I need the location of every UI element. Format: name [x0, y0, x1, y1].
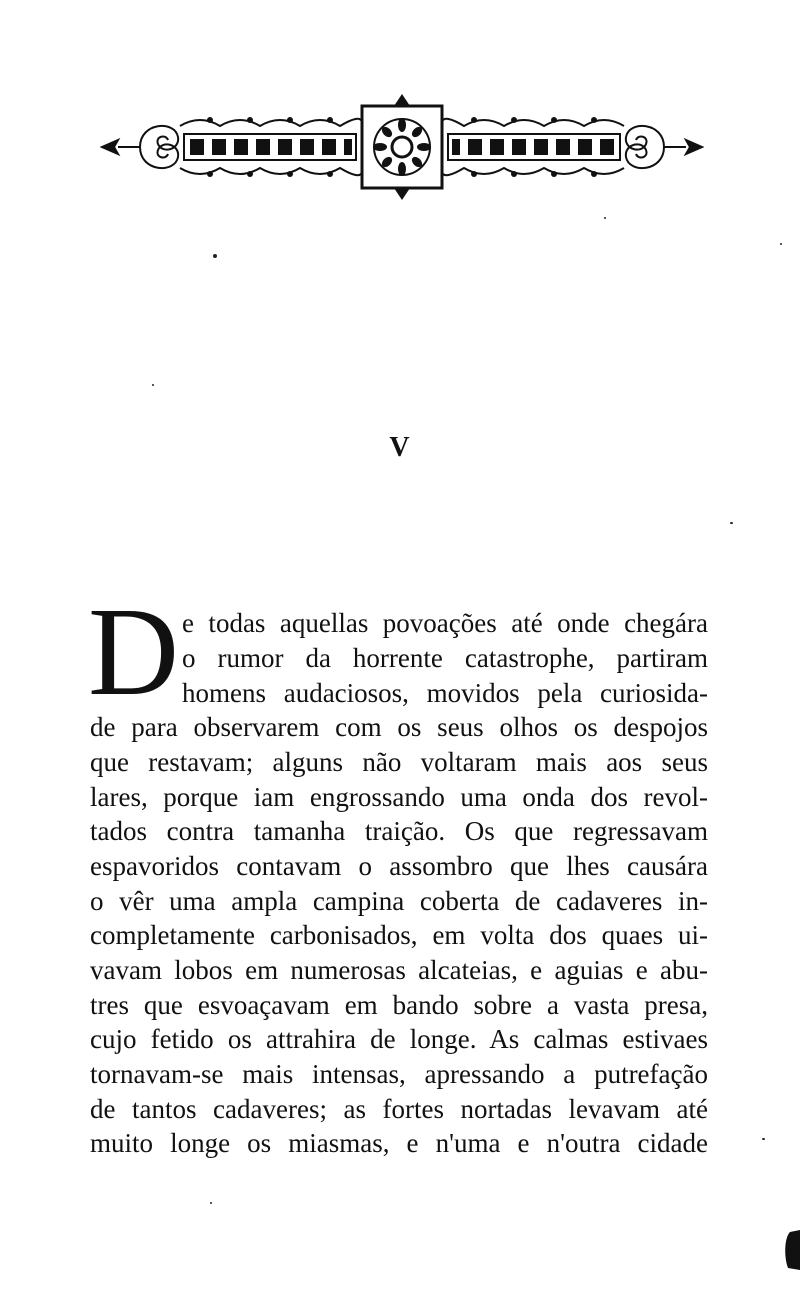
text-line: vavam lobos em numerosas alcateias, e aguias e abu- [90, 955, 708, 985]
scan-edge-mark [780, 1228, 800, 1272]
ornamental-headpiece-icon [100, 92, 704, 202]
text-line: e todas aquellas povoações até onde chegára [182, 608, 708, 638]
scan-speck [604, 217, 606, 219]
text-line: tornavam-se mais intensas, apressando a putrefação [90, 1059, 708, 1089]
text-line: espavoridos contavam o assombro que lhes causára [90, 851, 708, 881]
text-line: muito longe os miasmas, e n'uma e n'outra cidade [90, 1128, 708, 1158]
text-line: lares, porque iam engrossando uma onda dos revol- [90, 782, 708, 812]
text-line: tados contra tamanha traição. Os que regressavam [90, 816, 708, 846]
scan-speck [213, 254, 217, 258]
drop-cap: D [88, 583, 179, 722]
scan-speck [762, 1138, 765, 1140]
scan-speck [780, 243, 782, 245]
scan-speck [210, 1202, 212, 1204]
text-line: completamente carbonisados, em volta dos quaes ui- [90, 920, 708, 950]
scan-speck [152, 384, 154, 386]
text-line: cujo fetido os attrahira de longe. As calmas estivaes [90, 1024, 708, 1054]
text-line: de tantos cadaveres; as fortes nortadas levavam até [90, 1094, 708, 1124]
scan-speck [730, 522, 733, 524]
text-line: o rumor da horrente catastrophe, partiram [182, 643, 708, 673]
text-line: o vêr uma ampla campina coberta de cadaveres in- [90, 886, 708, 916]
text-line: de para observarem com os seus olhos os despojos [90, 712, 708, 742]
text-line: que restavam; alguns não voltaram mais aos seus [90, 747, 708, 777]
text-line: tres que esvoaçavam em bando sobre a vasta presa, [90, 990, 708, 1020]
text-line: homens audaciosos, movidos pela curiosida- [182, 678, 708, 708]
chapter-number: V [389, 432, 411, 463]
